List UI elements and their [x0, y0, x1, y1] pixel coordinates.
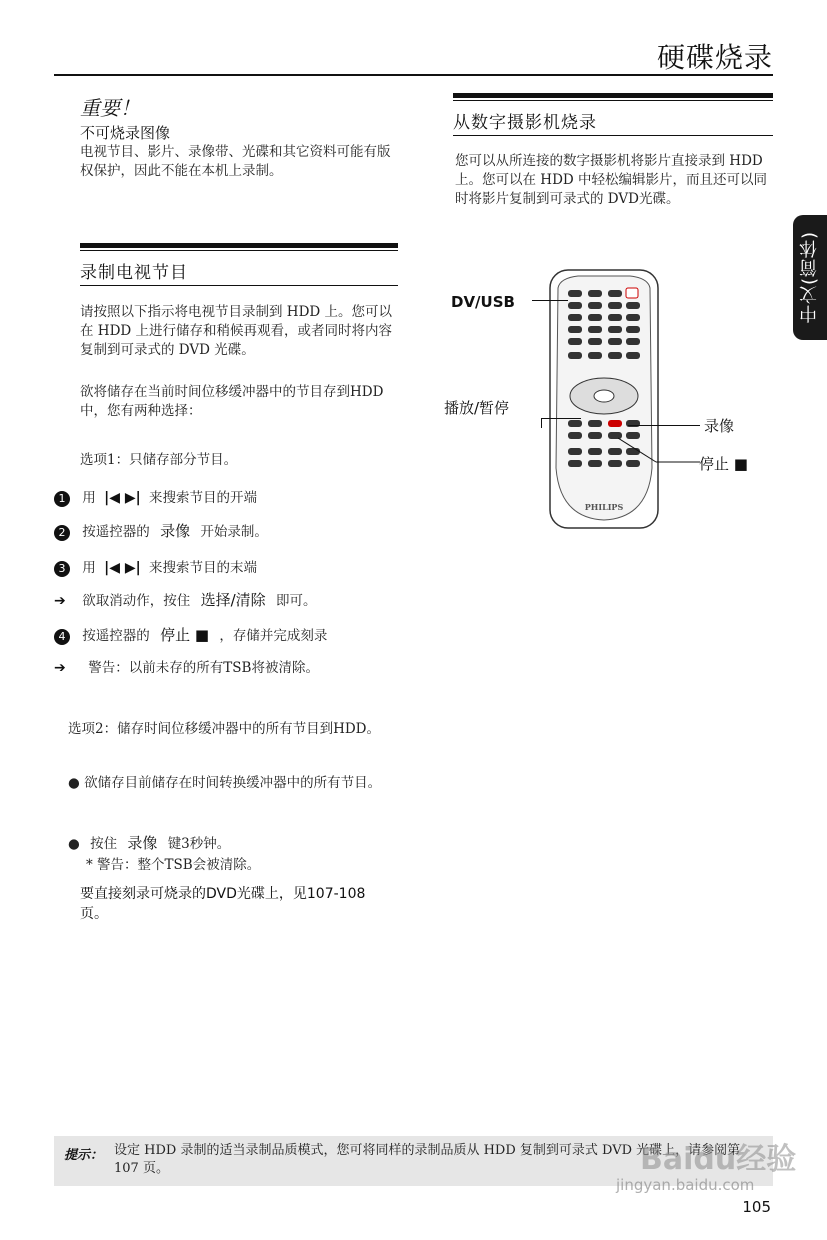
bullet-2 [68, 832, 230, 853]
step-3 [54, 556, 257, 577]
callout-line-dv-usb [532, 300, 568, 301]
header-rule [54, 74, 773, 76]
record-button-label: 录像 [127, 834, 158, 852]
step-marker: 3 [54, 561, 70, 577]
section-title-camcorder: 从数字摄影机烧录 [453, 113, 597, 133]
prev-next-icon: |◀ ▶| [104, 490, 141, 506]
important-heading: 重要！ [80, 96, 140, 120]
bullet-1 [68, 774, 388, 793]
step-marker: 2 [54, 525, 70, 541]
callout-line-play-v [541, 418, 542, 428]
stop-button-label: 停止 ■ [160, 626, 210, 644]
page-title: 硬碟烧录 [656, 41, 773, 74]
step-arrow-1 [54, 589, 316, 610]
section-title-record-tv: 录制电视节目 [80, 263, 188, 283]
remote-brand-logo: PHILIPS [584, 502, 624, 512]
callout-record: 录像 [704, 417, 735, 435]
step-marker: 1 [54, 491, 70, 507]
step-text: 警告：以前未存的所有TSB将被清除。 [88, 660, 319, 676]
section-rule-bottom [80, 285, 398, 286]
callout-dv-usb: DV/USB [451, 293, 515, 311]
bullet-2-text: 按住 [90, 836, 118, 852]
step-text: 即可。 [275, 593, 317, 609]
section-rule-thick [453, 93, 773, 98]
select-clear-button-label: 选择/清除 [200, 591, 266, 609]
watermark-url: jingyan.baidu.com [616, 1176, 755, 1194]
bullet-dot: ● [68, 775, 80, 791]
prev-next-icon: |◀ ▶| [104, 560, 141, 576]
bullet-1-text: 欲储存目前储存在时间转换缓冲器中的所有节目。 [84, 775, 382, 791]
step-text: 用 [82, 560, 96, 576]
language-tab-label: 中文(简体) [799, 231, 820, 324]
important-text: 电视节目、影片、录像带、光碟和其它资料可能有版权保护，因此不能在本机上录制。 [80, 144, 391, 179]
step-text: 按遥控器的 [82, 524, 150, 540]
step-2 [54, 520, 268, 541]
arrow-icon: ➔ [54, 660, 66, 676]
callout-line-play [541, 418, 581, 419]
bullet-2-warning: * 警告：整个TSB会被清除。 [86, 857, 261, 873]
step-text: 按遥控器的 [82, 628, 150, 644]
remote-ok-button [594, 390, 614, 402]
section-rule-bottom [453, 135, 773, 136]
section-rule-thick [80, 243, 398, 248]
remote-control-illustration [548, 268, 660, 530]
dvd-note: 要直接刻录可烧录的DVD光碟上，见107-108页。 [80, 886, 366, 922]
important-subtitle: 不可烧录图像 [80, 124, 171, 142]
callout-line-record [628, 425, 700, 426]
step-text: 欲取消动作，按住 [82, 593, 191, 609]
step-text: ，存储并完成刻录 [219, 628, 328, 644]
option-2: 选项2：储存时间位移缓冲器中的所有节目到HDD。 [68, 721, 381, 737]
arrow-icon: ➔ [54, 593, 66, 609]
bullet-2-text: 键3秒钟。 [167, 836, 231, 852]
step-text: 用 [82, 490, 96, 506]
step-text: 开始录制。 [200, 524, 268, 540]
section-rule-thin [453, 100, 773, 101]
record-tv-text-2: 欲将储存在当前时间位移缓冲器中的节目存到HDD中，您有两种选择： [80, 384, 384, 419]
watermark-logo: Baidu经验 [640, 1142, 797, 1177]
tip-text: 设定 HDD 录制的适当录制品质模式，您可将同样的录制品质从 HDD 复制到可录式 DVD 光碟上，请参阅第 107 页。 [114, 1143, 741, 1176]
language-tab [793, 215, 827, 340]
record-tv-text: 请按照以下指示将电视节目录制到 HDD 上。您可以在 HDD 上进行储存和稍候再观看，或者同时将内容复制到可录式的 DVD 光碟。 [80, 304, 393, 358]
step-4 [54, 624, 327, 645]
callout-stop: 停止 ■ [699, 455, 748, 473]
bullet-dot: ● [68, 836, 80, 852]
camcorder-text: 您可以从所连接的数字摄影机将影片直接录到 HDD 上。您可以在 HDD 中轻松编辑影片，而且还可以同时将影片复制到可录式的 DVD光碟。 [455, 153, 768, 207]
step-marker: 4 [54, 629, 70, 645]
callout-line-stop [618, 436, 702, 466]
step-arrow-2 [54, 656, 319, 676]
option-1: 选项1：只储存部分节目。 [80, 452, 238, 468]
step-1 [54, 486, 257, 507]
step-text: 来搜索节目的开端 [149, 490, 258, 506]
step-text: 来搜索节目的末端 [149, 560, 258, 576]
callout-play-pause: 播放/暂停 [444, 399, 510, 417]
page-number: 105 [742, 1198, 771, 1216]
section-rule-thin [80, 250, 398, 251]
tip-label: 提示： [64, 1148, 104, 1163]
record-button-label: 录像 [160, 522, 191, 540]
